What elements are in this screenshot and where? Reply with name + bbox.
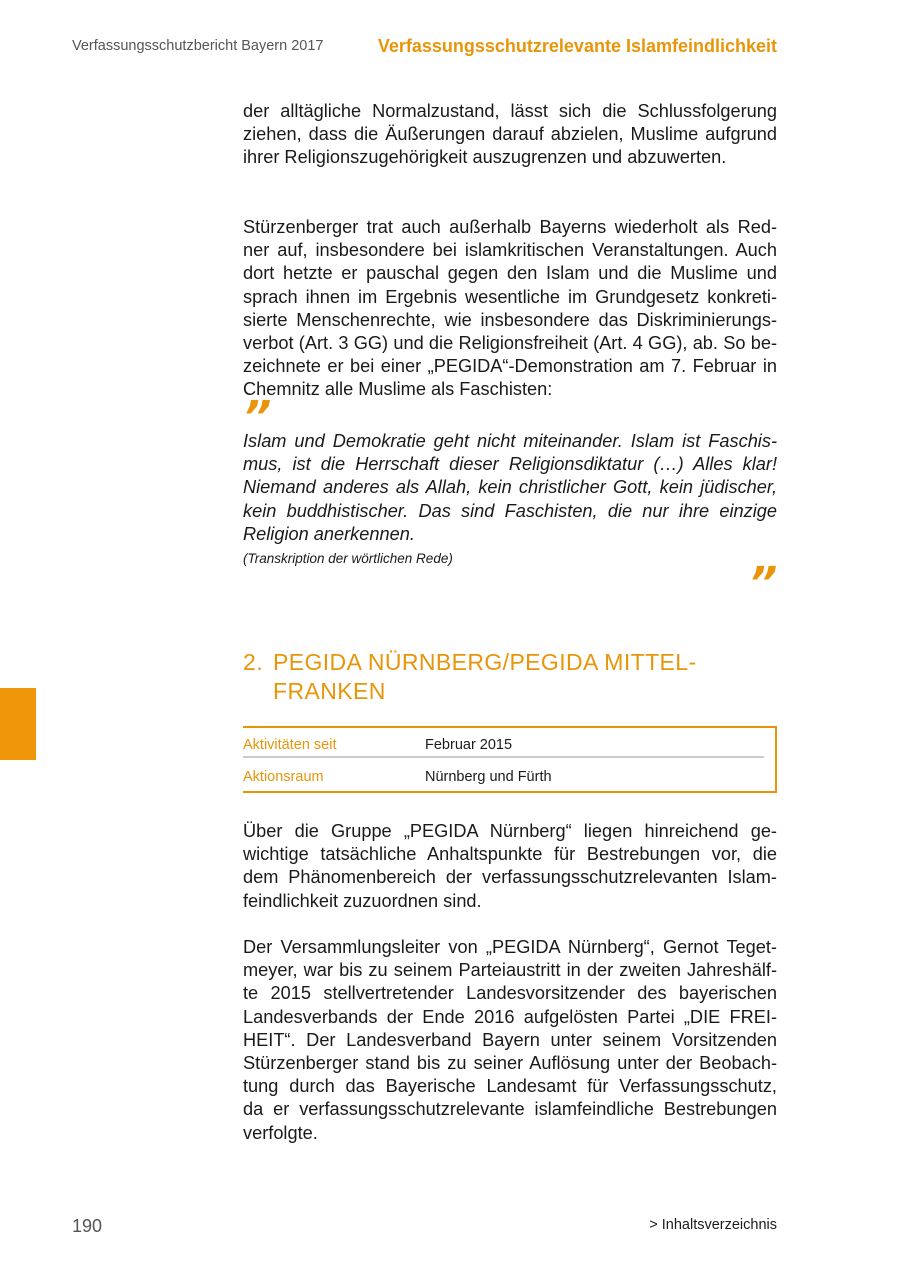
section-title-line: FRANKEN bbox=[273, 677, 386, 704]
chapter-title: Verfassungsschutzrelevante Islamfeindlichkeit bbox=[377, 36, 777, 56]
quote-line: Niemand anderes als Allah, kein christlicher Gott, kein jüdischer, bbox=[243, 477, 777, 498]
table-of-contents-link[interactable]: > Inhaltsverzeichnis bbox=[649, 1217, 777, 1233]
paragraph-2 bbox=[243, 216, 777, 402]
quotation bbox=[243, 430, 777, 546]
text-line: dort hetzte er pauschal gegen den Islam und die Muslime und bbox=[243, 263, 777, 284]
text-line: Der Versammlungsleiter von „PEGIDA Nürnberg“, Gernot Teget- bbox=[243, 937, 777, 957]
text-line: Stürzenberger stand bis zu seiner Auflösung unter der Beobach- bbox=[243, 1053, 777, 1074]
quote-line: Islam und Demokratie geht nicht miteinander. Islam ist Faschis- bbox=[243, 431, 777, 451]
text-line: der alltägliche Normalzustand, lässt sich die Schlussfolgerung bbox=[243, 101, 777, 121]
text-line: Landesverbands der Ende 2016 aufgelösten Partei „DIE FREI- bbox=[243, 1006, 777, 1027]
text-line: zeichnete er bei einer „PEGIDA“-Demonstration am 7. Februar in bbox=[243, 356, 777, 377]
text-line: ner auf, insbesondere bei islamkritischen Veranstaltungen. Auch bbox=[243, 240, 777, 261]
info-label: Aktivitäten seit bbox=[243, 737, 337, 753]
text-line: te 2015 stellvertretender Landesvorsitzender des bayerischen bbox=[243, 983, 777, 1004]
text-line: Über die Gruppe „PEGIDA Nürnberg“ liegen hinreichend ge- bbox=[243, 821, 777, 841]
text-line: ihrer Religionszugehörigkeit auszugrenzen und abzuwerten. bbox=[243, 147, 727, 168]
info-value: Nürnberg und Fürth bbox=[425, 769, 552, 785]
text-line: ziehen, dass die Äußerungen darauf abzielen, Muslime aufgrund bbox=[243, 124, 777, 145]
info-row bbox=[243, 728, 764, 758]
closing-quote-mark: ” bbox=[749, 558, 778, 609]
paragraph-4 bbox=[243, 936, 777, 1145]
info-value: Februar 2015 bbox=[425, 737, 513, 753]
text-line: HEIT“. Der Landesverband Bayern unter seinem Vorsitzenden bbox=[243, 1029, 777, 1050]
info-label: Aktionsraum bbox=[243, 769, 324, 785]
quote-line: Religion anerkennen. bbox=[243, 523, 415, 544]
text-line: dem Phänomenbereich der verfassungsschutzrelevanten Islam- bbox=[243, 867, 777, 888]
quote-line: kein buddhistischer. Das sind Faschisten, die nur ihre einzige bbox=[243, 500, 777, 521]
text-line: verbot (Art. 3 GG) und die Religionsfreiheit (Art. 4 GG), ab. So be- bbox=[243, 333, 777, 354]
info-box bbox=[243, 726, 777, 793]
text-line: wichtige tatsächliche Anhaltspunkte für Bestrebungen vor, die bbox=[243, 844, 777, 865]
section-title-line: PEGIDA NÜRNBERG/PEGIDA MITTEL- bbox=[273, 649, 697, 675]
paragraph-3 bbox=[243, 820, 777, 913]
quote-line: mus, ist die Herrschaft dieser Religionsdiktatur (…) Alles klar! bbox=[243, 454, 777, 475]
text-line: Stürzenberger trat auch außerhalb Bayerns wiederholt als Red- bbox=[243, 217, 777, 237]
text-line: meyer, war bis zu seinem Parteiaustritt in der zweiten Jahreshälf- bbox=[243, 960, 777, 981]
text-line: da er verfassungsschutzrelevante islamfeindliche Bestrebungen bbox=[243, 1099, 777, 1120]
opening-quote-mark: ” bbox=[243, 392, 272, 443]
chapter-side-tab bbox=[0, 688, 36, 760]
section-number: 2. bbox=[243, 649, 263, 675]
section-heading bbox=[243, 648, 777, 705]
text-line: verfolgte. bbox=[243, 1122, 318, 1143]
report-title: Verfassungsschutzbericht Bayern 2017 bbox=[72, 38, 324, 54]
text-line: tung durch das Bayerische Landesamt für Verfassungsschutz, bbox=[243, 1076, 777, 1097]
text-line: sierte Menschenrechte, wie insbesondere das Diskriminierungs- bbox=[243, 309, 777, 330]
text-line: sprach ihnen im Ergebnis wesentliche im Grundgesetz konkreti- bbox=[243, 286, 777, 307]
text-line: Chemnitz alle Muslime als Faschisten: bbox=[243, 379, 553, 400]
page-number: 190 bbox=[72, 1216, 103, 1236]
info-row bbox=[243, 760, 764, 790]
text-line: feindlichkeit zuzuordnen sind. bbox=[243, 890, 482, 911]
paragraph-1 bbox=[243, 100, 777, 170]
quote-source: (Transkription der wörtlichen Rede) bbox=[243, 551, 453, 566]
